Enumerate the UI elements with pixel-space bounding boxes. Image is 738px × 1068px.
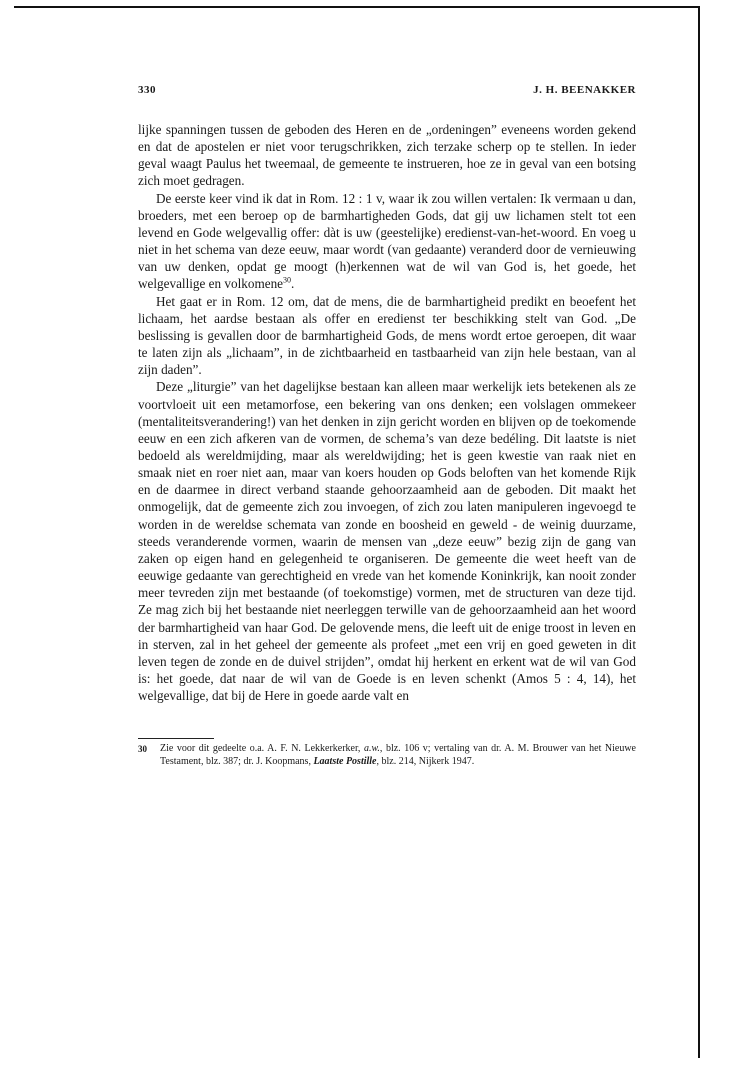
footnote-text-c: , blz. 214, Nijkerk 1947.: [376, 755, 475, 767]
page-number: 330: [138, 84, 156, 96]
footnote-book-title: Laatste Postille: [313, 755, 377, 767]
scan-border-right: [698, 6, 700, 1058]
paragraph-3: Het gaat er in Rom. 12 om, dat de mens, die de barmhartigheid predikt en beoefent het lichaam, het aardse bestaan als offer en eredienst ter beschikking stelt van God. „De beslissing is gevallen door de barmhartigheid Gods, de mens wordt ertoe geroepen, dit waar te laten zijn als „lichaam”, in de zichtbaarheid en tastbaarheid van zijn hele bestaan, van al zijn daden”.: [138, 293, 636, 378]
paragraph-2: [138, 190, 636, 293]
book-page: [138, 84, 636, 768]
footnote-text: [160, 743, 636, 768]
scan-border-top: [14, 6, 700, 8]
footnote-text-a: Zie voor dit gedeelte o.a. A. F. N. Lekkerkerker,: [160, 743, 364, 755]
footnote: [138, 743, 636, 768]
paragraph-1: lijke spanningen tussen de geboden des Heren en de „ordeningen” eveneens worden gekend en dat de apostelen er niet voor terugschrikken, zich terzake scherp op te stellen. In ieder geval waagt Paulus het tweemaal, de gemeente te instrueren, hoe ze in geval van een botsing zich moet gedragen.: [138, 122, 636, 189]
footnote-text-b: , blz. 106 v; vertaling van dr. A. M. Brouwer van het Nieuwe Testament, blz. 387; dr. J. Koopmans,: [160, 743, 636, 767]
running-head: [138, 84, 636, 100]
paragraph-2-text: De eerste keer vind ik dat in Rom. 12 : 1 v, waar ik zou willen vertalen: Ik vermaan u dan, broeders, met een beroep op de barmhartigheden Gods, dat gij uw lichamen stelt tot een levend en Gode welgevallig offer: dàt is uw (geestelijke) eredienst-van-het-woord. En voeg u niet in het schema van deze eeuw, maar wordt (van gedaante) veranderd door de vernieuwing van uw denken, opdat ge moogt (h)erkennen wat de wil van God is, het goede, het welgevallige en volkomene: [138, 190, 636, 292]
footnote-italic-aw: a.w.: [363, 743, 380, 755]
footnote-reference: 30: [283, 276, 292, 286]
footnote-number: 30: [138, 744, 147, 755]
footnote-rule: [138, 738, 214, 739]
paragraph-2-end: .: [291, 276, 295, 292]
running-title: J. H. BEENAKKER: [533, 84, 636, 96]
paragraph-4: Deze „liturgie” van het dagelijkse bestaan kan alleen maar werkelijk iets betekenen als ze voortvloeit uit een metamorfose, een bekering van ons denken; een volslagen ommekeer (mentaliteitsverandering!) van het denken in zijn gericht worden en blijven op de toekomende eeuw en een zich afkeren van de vormen, de schema’s van deze bedéling. Dit laatste is niet bedoeld als wereldmijding, maar als wereldwijding; het is geen kwestie van raak niet en smaak niet en roer niet aan, maar van koers houden op Gods beloften van het komende Rijk en de daarmee in direct verband staande gehoorzaamheid aan de geboden. Dit maakt het onmogelijk, dat de gemeente zich zou invoegen, of zich zou laten manipuleren ingevoegd te worden in de wereldse schemata van zonde en boosheid en geweld - de weinig duurzame, steeds veranderende vormen, waarin de mensen van „deze eeuw” bezig zijn de gang van zaken op eigen hand en gelegenheid te organiseren. De gemeente die weet heeft van de eeuwige gedaante van gerechtigheid en vrede van het komende Koninkrijk, kan nooit zonder meer tevreden zijn met bestaande (of toekomstige) vormen, met de structuren van deze tijd. Ze mag zich bij het bestaande niet neerleggen terwille van de gehoorzaamheid aan het woord der barmhartigheid van haar God. De gelovende mens, die leeft uit de enige troost in leven en in sterven, zal in het geheel der gemeente als profeet „met een vrij en goed geweten in dit leven tegen de zonde en de duivel strijden”, omdat hij herkent en erkent wat de wil van God is: het goede, dat naar de wil van de Goede is en leven schenkt (Amos 5 : 4, 14), het welgevallige, dat bij de Here in goede aarde valt en: [138, 379, 636, 704]
body-text: [138, 121, 636, 704]
